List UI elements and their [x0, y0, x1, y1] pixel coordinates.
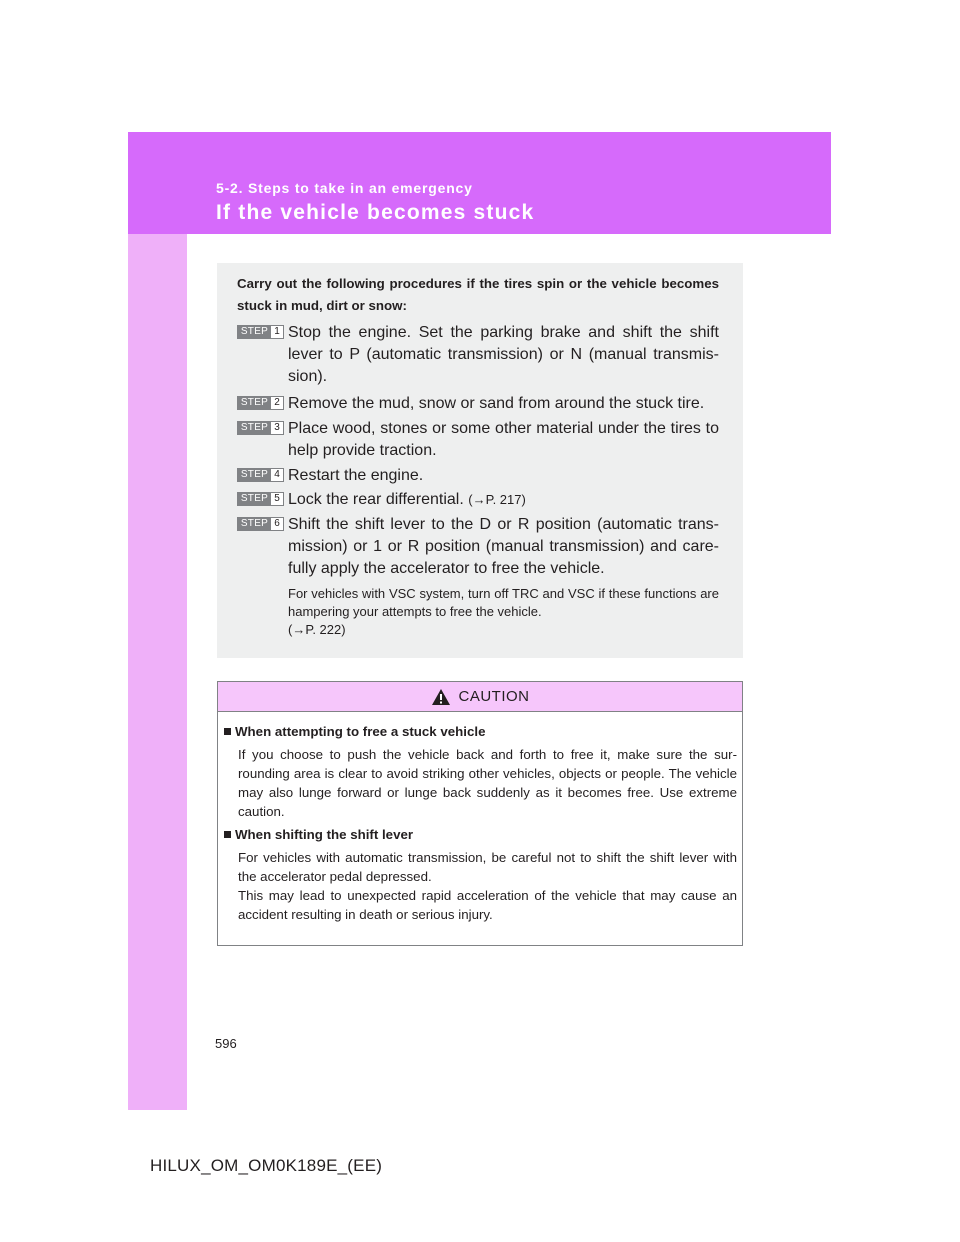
step-badge [237, 325, 284, 339]
caution-heading-text: When attempting to free a stuck vehicle [235, 724, 486, 739]
step-text-body: Stop the engine. Set the parking brake and shift the shift lever to P (automatic transmission) or N (manual transmis-sion). [288, 324, 719, 385]
step-badge [237, 492, 284, 506]
side-tab-strip [128, 132, 187, 1110]
step-text [288, 514, 719, 580]
section-label: 5-2. Steps to take in an emergency [216, 180, 473, 196]
caution-heading-shift-lever [223, 825, 737, 845]
procedure-intro: Carry out the following procedures if the tires spin or the vehicle becomes stuck in mud, dirt or snow: [237, 276, 719, 313]
caution-body [218, 712, 742, 924]
step-badge-label: STEP [238, 518, 271, 530]
step-note-text: For vehicles with VSC system, turn off TRC and VSC if these functions are hampering your attempts to free the vehicle. [288, 586, 719, 619]
step-text [288, 465, 719, 487]
step-text-body: Place wood, stones or some other material under the tires to help provide traction. [288, 420, 719, 459]
step-4 [237, 465, 719, 487]
step-1 [237, 322, 719, 388]
step-badge-label: STEP [238, 326, 271, 338]
procedure-box [217, 263, 743, 658]
step-text [288, 322, 719, 388]
footer-document-code: HILUX_OM_OM0K189E_(EE) [150, 1156, 383, 1175]
step-note-reference: (→P. 222) [288, 622, 346, 637]
step-badge [237, 468, 284, 482]
step-text [288, 489, 719, 511]
step-badge-number: 6 [271, 518, 283, 530]
bullet-square-icon [224, 728, 231, 735]
step-note [288, 585, 719, 639]
step-badge-number: 3 [271, 422, 283, 434]
page-number: 596 [215, 1036, 237, 1051]
caution-paragraph: This may lead to unexpected rapid acceleration of the vehicle that may cause an accident resulting in death or serious injury. [238, 888, 737, 922]
step-badge-number: 2 [271, 397, 283, 409]
step-badge-label: STEP [238, 493, 271, 505]
warning-triangle-icon [431, 688, 451, 706]
step-badge-number: 4 [271, 469, 283, 481]
step-badge-label: STEP [238, 397, 271, 409]
caution-heading-text: When shifting the shift lever [235, 827, 414, 842]
step-badge-label: STEP [238, 422, 271, 434]
step-badge-number: 5 [271, 493, 283, 505]
page-reference: (→P. 217) [468, 492, 526, 507]
step-text-body: Shift the shift lever to the D or R position (automatic trans-mission) or 1 or R position (manual transmission) and care-fully apply the accelerator to free the vehicle. [288, 516, 719, 577]
page-title: If the vehicle becomes stuck [216, 201, 535, 224]
caution-box [217, 681, 743, 946]
step-2 [237, 393, 719, 415]
step-3 [237, 418, 719, 462]
step-6 [237, 514, 719, 580]
step-badge [237, 517, 284, 531]
caution-heading-stuck-vehicle [223, 722, 737, 742]
step-text [288, 393, 719, 415]
step-text [288, 418, 719, 462]
caution-title: CAUTION [458, 688, 530, 705]
step-badge [237, 421, 284, 435]
step-text-body: Restart the engine. [288, 467, 424, 484]
step-text-body: Remove the mud, snow or sand from around the stuck tire. [288, 395, 705, 412]
step-badge-label: STEP [238, 469, 271, 481]
caution-paragraph: For vehicles with automatic transmission, be careful not to shift the shift lever with the accelerator pedal depressed. [238, 850, 737, 884]
caution-paragraph: If you choose to push the vehicle back and forth to free it, make sure the sur-rounding area is clear to avoid striking other vehicles, objects or people. The vehicle may also lunge forward or lunge back suddenly as it becomes free. Use extreme caution. [238, 747, 737, 819]
step-badge [237, 396, 284, 410]
caution-header [218, 682, 742, 712]
step-5 [237, 489, 719, 511]
step-badge-number: 1 [271, 326, 283, 338]
bullet-square-icon [224, 831, 231, 838]
step-text-body: Lock the rear differential. [288, 491, 469, 508]
